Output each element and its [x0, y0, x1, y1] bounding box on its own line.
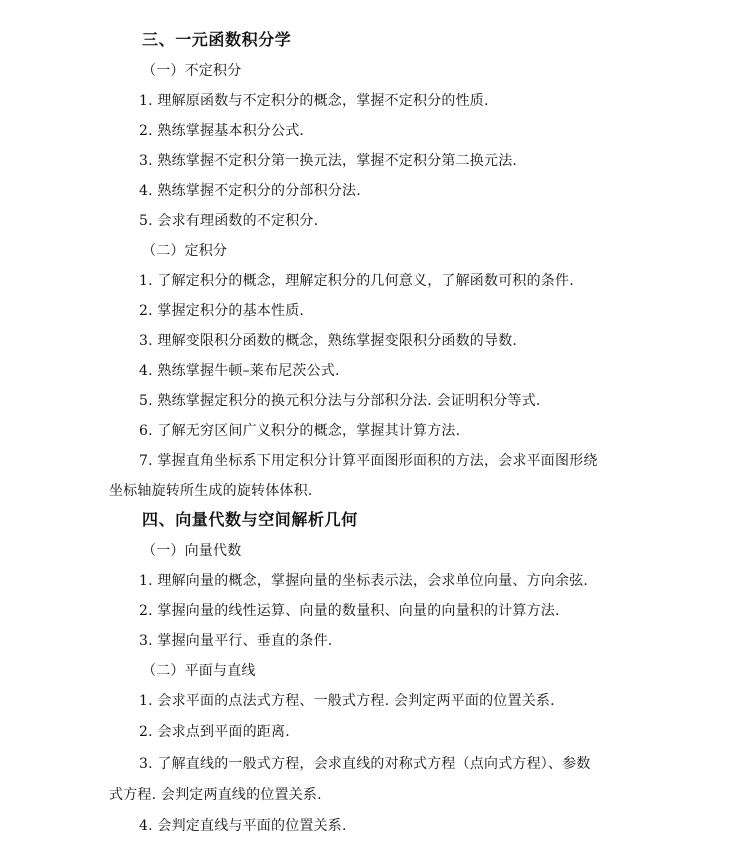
subsection-heading-plane-and-line: （二）平面与直线: [142, 663, 256, 679]
subsection-heading-definite-integral: （二）定积分: [142, 243, 228, 259]
list-item-continuation: 坐标轴旋转所生成的旋转体体积.: [109, 483, 313, 499]
list-item: 7. 掌握直角坐标系下用定积分计算平面图形面积的方法，会求平面图形绕: [139, 453, 598, 469]
list-item: 2. 会求点到平面的距离.: [139, 724, 290, 740]
list-item: 2. 掌握向量的线性运算、向量的数量积、向量的向量积的计算方法.: [139, 603, 560, 619]
list-item: 3. 掌握向量平行、垂直的条件.: [139, 633, 333, 649]
list-item: 6. 了解无穷区间广义积分的概念，掌握其计算方法.: [139, 423, 461, 439]
list-item: 5. 会求有理函数的不定积分.: [139, 213, 319, 229]
list-item: 1. 理解向量的概念，掌握向量的坐标表示法，会求单位向量、方向余弦.: [139, 573, 589, 589]
list-item: 1. 会求平面的点法式方程、一般式方程. 会判定两平面的位置关系.: [139, 693, 555, 709]
list-item: 1. 理解原函数与不定积分的概念，掌握不定积分的性质.: [139, 93, 489, 109]
list-item: 4. 会判定直线与平面的位置关系.: [139, 818, 347, 834]
list-item: 1. 了解定积分的概念，理解定积分的几何意义，了解函数可积的条件.: [139, 273, 574, 289]
list-item: 3. 了解直线的一般式方程，会求直线的对称式方程（点向式方程）、参数: [139, 756, 591, 772]
subsection-heading-indefinite-integral: （一）不定积分: [142, 63, 242, 79]
list-item: 5. 熟练掌握定积分的换元积分法与分部积分法. 会证明积分等式.: [139, 393, 541, 409]
list-item: 2. 掌握定积分的基本性质.: [139, 303, 305, 319]
list-item: 3. 熟练掌握不定积分第一换元法，掌握不定积分第二换元法.: [139, 153, 518, 169]
list-item: 2. 熟练掌握基本积分公式.: [139, 123, 305, 139]
subsection-heading-vector-algebra: （一）向量代数: [142, 543, 242, 559]
list-item-continuation: 式方程. 会判定两直线的位置关系.: [109, 787, 322, 803]
list-item: 4. 熟练掌握不定积分的分部积分法.: [139, 183, 361, 199]
section-heading-4: 四、向量代数与空间解析几何: [142, 510, 358, 529]
section-heading-3: 三、一元函数积分学: [142, 30, 292, 49]
list-item: 4. 熟练掌握牛顿–莱布尼茨公式.: [139, 363, 340, 379]
list-item: 3. 理解变限积分函数的概念，熟练掌握变限积分函数的导数.: [139, 333, 518, 349]
